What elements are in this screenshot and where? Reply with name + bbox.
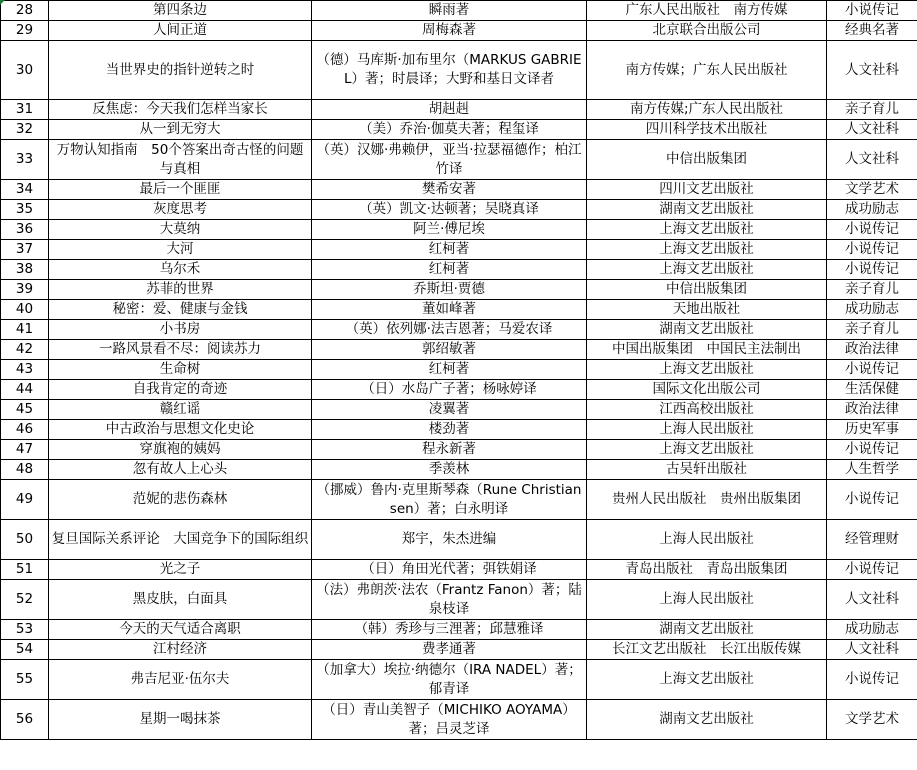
author-cell[interactable]: 楼劲著: [312, 420, 587, 440]
book-title-cell[interactable]: 当世界史的指针逆转之时: [49, 41, 312, 100]
book-title-cell[interactable]: 秘密：爱、健康与金钱: [49, 300, 312, 320]
table-row[interactable]: [1, 200, 917, 220]
publisher-cell[interactable]: 上海人民出版社: [587, 420, 827, 440]
book-title-cell[interactable]: 弗吉尼亚·伍尔夫: [49, 660, 312, 700]
row-number-cell[interactable]: 53: [1, 620, 49, 640]
author-cell[interactable]: （英）汉娜·弗赖伊，亚当·拉瑟福德作；柏江竹译: [312, 140, 587, 180]
table-row[interactable]: [1, 660, 917, 700]
table-row[interactable]: [1, 380, 917, 400]
category-cell[interactable]: 文学艺术: [827, 180, 917, 200]
book-title-cell[interactable]: 复旦国际关系评论 大国竞争下的国际组织: [49, 520, 312, 560]
row-number-cell[interactable]: 50: [1, 520, 49, 560]
book-title-cell[interactable]: 今天的天气适合离职: [49, 620, 312, 640]
publisher-cell[interactable]: 广东人民出版社 南方传媒: [587, 1, 827, 21]
row-number-cell[interactable]: 44: [1, 380, 49, 400]
book-title-cell[interactable]: 光之子: [49, 560, 312, 580]
publisher-cell[interactable]: 古吴轩出版社: [587, 460, 827, 480]
author-cell[interactable]: 红柯著: [312, 360, 587, 380]
table-row[interactable]: [1, 41, 917, 100]
book-title-cell[interactable]: 黑皮肤，白面具: [49, 580, 312, 620]
table-row[interactable]: [1, 420, 917, 440]
category-cell[interactable]: 小说传记: [827, 240, 917, 260]
table-body: [1, 1, 917, 740]
book-title-cell[interactable]: 乌尔禾: [49, 260, 312, 280]
publisher-cell[interactable]: 湖南文艺出版社: [587, 320, 827, 340]
category-cell[interactable]: 人文社科: [827, 580, 917, 620]
row-number-cell[interactable]: 28: [1, 1, 49, 21]
author-cell[interactable]: 董如峰著: [312, 300, 587, 320]
publisher-cell[interactable]: 国际文化出版公司: [587, 380, 827, 400]
publisher-cell[interactable]: 贵州人民出版社 贵州出版集团: [587, 480, 827, 520]
publisher-cell[interactable]: 上海文艺出版社: [587, 440, 827, 460]
table-row[interactable]: [1, 340, 917, 360]
book-title-cell[interactable]: 穿旗袍的姨妈: [49, 440, 312, 460]
book-title-cell[interactable]: 大河: [49, 240, 312, 260]
category-cell[interactable]: 人文社科: [827, 140, 917, 180]
publisher-cell[interactable]: 湖南文艺出版社: [587, 620, 827, 640]
publisher-cell[interactable]: 南方传媒；广东人民出版社: [587, 41, 827, 100]
row-number-cell[interactable]: 39: [1, 280, 49, 300]
author-cell[interactable]: 郭绍敏著: [312, 340, 587, 360]
book-title-cell[interactable]: 反焦虑：今天我们怎样当家长: [49, 100, 312, 120]
book-title-cell[interactable]: 自我肯定的奇迹: [49, 380, 312, 400]
book-title-cell[interactable]: 第四条边: [49, 1, 312, 21]
row-number-cell[interactable]: 42: [1, 340, 49, 360]
author-cell[interactable]: （日）青山美智子（MICHIKO AOYAMA）著；吕灵芝译: [312, 700, 587, 740]
row-number-cell[interactable]: 30: [1, 41, 49, 100]
book-title-cell[interactable]: 生命树: [49, 360, 312, 380]
category-cell[interactable]: 小说传记: [827, 560, 917, 580]
category-cell[interactable]: 人文社科: [827, 640, 917, 660]
table-row[interactable]: [1, 620, 917, 640]
cell-comment-marker-icon: [0, 0, 5, 5]
row-number-cell[interactable]: 32: [1, 120, 49, 140]
row-number-cell[interactable]: 55: [1, 660, 49, 700]
publisher-cell[interactable]: 湖南文艺出版社: [587, 200, 827, 220]
book-title-cell[interactable]: 江村经济: [49, 640, 312, 660]
row-number-cell[interactable]: 29: [1, 21, 49, 41]
category-cell[interactable]: 小说传记: [827, 1, 917, 21]
author-cell[interactable]: （德）马库斯·加布里尔（MARKUS GABRIEL）著；时晨译；大野和基日文译者: [312, 41, 587, 100]
category-cell[interactable]: 小说传记: [827, 260, 917, 280]
row-number-cell[interactable]: 37: [1, 240, 49, 260]
author-cell[interactable]: 周梅森著: [312, 21, 587, 41]
category-cell[interactable]: 成功励志: [827, 300, 917, 320]
book-title-cell[interactable]: 一路风景看不尽：阅读苏力: [49, 340, 312, 360]
author-cell[interactable]: 郑宇，朱杰进编: [312, 520, 587, 560]
author-cell[interactable]: 程永新著: [312, 440, 587, 460]
category-cell[interactable]: 生活保健: [827, 380, 917, 400]
row-number-cell[interactable]: 47: [1, 440, 49, 460]
row-number-cell[interactable]: 35: [1, 200, 49, 220]
author-cell[interactable]: 凌翼著: [312, 400, 587, 420]
book-title-cell[interactable]: 灰度思考: [49, 200, 312, 220]
row-number-cell[interactable]: 41: [1, 320, 49, 340]
author-cell[interactable]: 红柯著: [312, 260, 587, 280]
book-title-cell[interactable]: 中古政治与思想文化史论: [49, 420, 312, 440]
table-row[interactable]: [1, 260, 917, 280]
table-row[interactable]: [1, 100, 917, 120]
category-cell[interactable]: 小说传记: [827, 360, 917, 380]
author-cell[interactable]: （美）乔治·伽莫夫著；程玺译: [312, 120, 587, 140]
category-cell[interactable]: 小说传记: [827, 220, 917, 240]
table-row[interactable]: [1, 240, 917, 260]
author-cell[interactable]: （韩）秀珍与三浬著；邱慧雅译: [312, 620, 587, 640]
table-row[interactable]: [1, 400, 917, 420]
author-cell[interactable]: 季羡林: [312, 460, 587, 480]
book-title-cell[interactable]: 赣红谣: [49, 400, 312, 420]
book-title-cell[interactable]: 星期一喝抹茶: [49, 700, 312, 740]
category-cell[interactable]: 成功励志: [827, 200, 917, 220]
category-cell[interactable]: 历史军事: [827, 420, 917, 440]
category-cell[interactable]: 文学艺术: [827, 700, 917, 740]
row-number-cell[interactable]: 38: [1, 260, 49, 280]
publisher-cell[interactable]: 中信出版集团: [587, 280, 827, 300]
publisher-cell[interactable]: 上海文艺出版社: [587, 220, 827, 240]
row-number-cell[interactable]: 40: [1, 300, 49, 320]
author-cell[interactable]: 红柯著: [312, 240, 587, 260]
category-cell[interactable]: 经典名著: [827, 21, 917, 41]
table-row[interactable]: [1, 1, 917, 21]
author-cell[interactable]: （日）角田光代著；弭铁娟译: [312, 560, 587, 580]
row-number-cell[interactable]: 52: [1, 580, 49, 620]
category-cell[interactable]: 政治法律: [827, 400, 917, 420]
author-cell[interactable]: 费孝通著: [312, 640, 587, 660]
author-cell[interactable]: （加拿大）埃拉·纳德尔（IRA NADEL）著；郁青译: [312, 660, 587, 700]
table-row[interactable]: [1, 21, 917, 41]
category-cell[interactable]: 经管理财: [827, 520, 917, 560]
book-title-cell[interactable]: 人间正道: [49, 21, 312, 41]
book-title-cell[interactable]: 大莫纳: [49, 220, 312, 240]
table-row[interactable]: [1, 280, 917, 300]
book-title-cell[interactable]: 忽有故人上心头: [49, 460, 312, 480]
author-cell[interactable]: 胡赳赳: [312, 100, 587, 120]
publisher-cell[interactable]: 青岛出版社 青岛出版集团: [587, 560, 827, 580]
table-row[interactable]: [1, 360, 917, 380]
category-cell[interactable]: 小说传记: [827, 660, 917, 700]
publisher-cell[interactable]: 江西高校出版社: [587, 400, 827, 420]
book-title-cell[interactable]: 从一到无穷大: [49, 120, 312, 140]
row-number-cell[interactable]: 33: [1, 140, 49, 180]
author-cell[interactable]: 阿兰·傅尼埃: [312, 220, 587, 240]
publisher-cell[interactable]: 上海人民出版社: [587, 520, 827, 560]
book-title-cell[interactable]: 范妮的悲伤森林: [49, 480, 312, 520]
publisher-cell[interactable]: 中国出版集团 中国民主法制出: [587, 340, 827, 360]
category-cell[interactable]: 人文社科: [827, 41, 917, 100]
book-title-cell[interactable]: 苏菲的世界: [49, 280, 312, 300]
row-number-cell[interactable]: 46: [1, 420, 49, 440]
table-row[interactable]: [1, 300, 917, 320]
row-number-cell[interactable]: 48: [1, 460, 49, 480]
publisher-cell[interactable]: 南方传媒;广东人民出版社: [587, 100, 827, 120]
table-row[interactable]: [1, 180, 917, 200]
category-cell[interactable]: 人文社科: [827, 120, 917, 140]
row-number-cell[interactable]: 45: [1, 400, 49, 420]
table-row[interactable]: [1, 440, 917, 460]
table-row[interactable]: [1, 460, 917, 480]
table-row[interactable]: [1, 220, 917, 240]
publisher-cell[interactable]: 天地出版社: [587, 300, 827, 320]
row-number-cell[interactable]: 43: [1, 360, 49, 380]
category-cell[interactable]: 成功励志: [827, 620, 917, 640]
publisher-cell[interactable]: 北京联合出版公司: [587, 21, 827, 41]
publisher-cell[interactable]: 上海人民出版社: [587, 580, 827, 620]
table-row[interactable]: [1, 520, 917, 560]
category-cell[interactable]: 亲子育儿: [827, 280, 917, 300]
book-title-cell[interactable]: 小书房: [49, 320, 312, 340]
row-number-cell[interactable]: 56: [1, 700, 49, 740]
author-cell[interactable]: 瞬雨著: [312, 1, 587, 21]
author-cell[interactable]: （法）弗朗茨·法农（Frantz Fanon）著；陆泉枝译: [312, 580, 587, 620]
table-row[interactable]: [1, 580, 917, 620]
book-title-cell[interactable]: 万物认知指南 50个答案出奇古怪的问题与真相: [49, 140, 312, 180]
publisher-cell[interactable]: 四川文艺出版社: [587, 180, 827, 200]
category-cell[interactable]: 小说传记: [827, 480, 917, 520]
category-cell[interactable]: 亲子育儿: [827, 320, 917, 340]
row-number-cell[interactable]: 49: [1, 480, 49, 520]
table-row[interactable]: [1, 700, 917, 740]
category-cell[interactable]: 亲子育儿: [827, 100, 917, 120]
table-row[interactable]: [1, 120, 917, 140]
row-number-cell[interactable]: 36: [1, 220, 49, 240]
publisher-cell[interactable]: 上海文艺出版社: [587, 260, 827, 280]
publisher-cell[interactable]: 长江文艺出版社 长江出版传媒: [587, 640, 827, 660]
publisher-cell[interactable]: 中信出版集团: [587, 140, 827, 180]
category-cell[interactable]: 政治法律: [827, 340, 917, 360]
row-number-cell[interactable]: 31: [1, 100, 49, 120]
publisher-cell[interactable]: 上海文艺出版社: [587, 360, 827, 380]
row-number-cell[interactable]: 34: [1, 180, 49, 200]
publisher-cell[interactable]: 上海文艺出版社: [587, 240, 827, 260]
table-row[interactable]: [1, 320, 917, 340]
publisher-cell[interactable]: 四川科学技术出版社: [587, 120, 827, 140]
table-row[interactable]: [1, 560, 917, 580]
category-cell[interactable]: 小说传记: [827, 440, 917, 460]
author-cell[interactable]: 乔斯坦·贾德: [312, 280, 587, 300]
category-cell[interactable]: 人生哲学: [827, 460, 917, 480]
author-cell[interactable]: （日）水岛广子著；杨咏婷译: [312, 380, 587, 400]
table-row[interactable]: [1, 640, 917, 660]
author-cell[interactable]: （英）凯文·达顿著；吴晓真译: [312, 200, 587, 220]
author-cell[interactable]: （英）依列娜·法吉恩著；马爱农译: [312, 320, 587, 340]
publisher-cell[interactable]: 湖南文艺出版社: [587, 700, 827, 740]
table-row[interactable]: [1, 140, 917, 180]
author-cell[interactable]: 樊希安著: [312, 180, 587, 200]
table-row[interactable]: [1, 480, 917, 520]
row-number-cell[interactable]: 51: [1, 560, 49, 580]
row-number-cell[interactable]: 54: [1, 640, 49, 660]
author-cell[interactable]: （挪威）鲁内·克里斯琴森（Rune Christiansen）著；白永明译: [312, 480, 587, 520]
publisher-cell[interactable]: 上海文艺出版社: [587, 660, 827, 700]
book-title-cell[interactable]: 最后一个匪匪: [49, 180, 312, 200]
